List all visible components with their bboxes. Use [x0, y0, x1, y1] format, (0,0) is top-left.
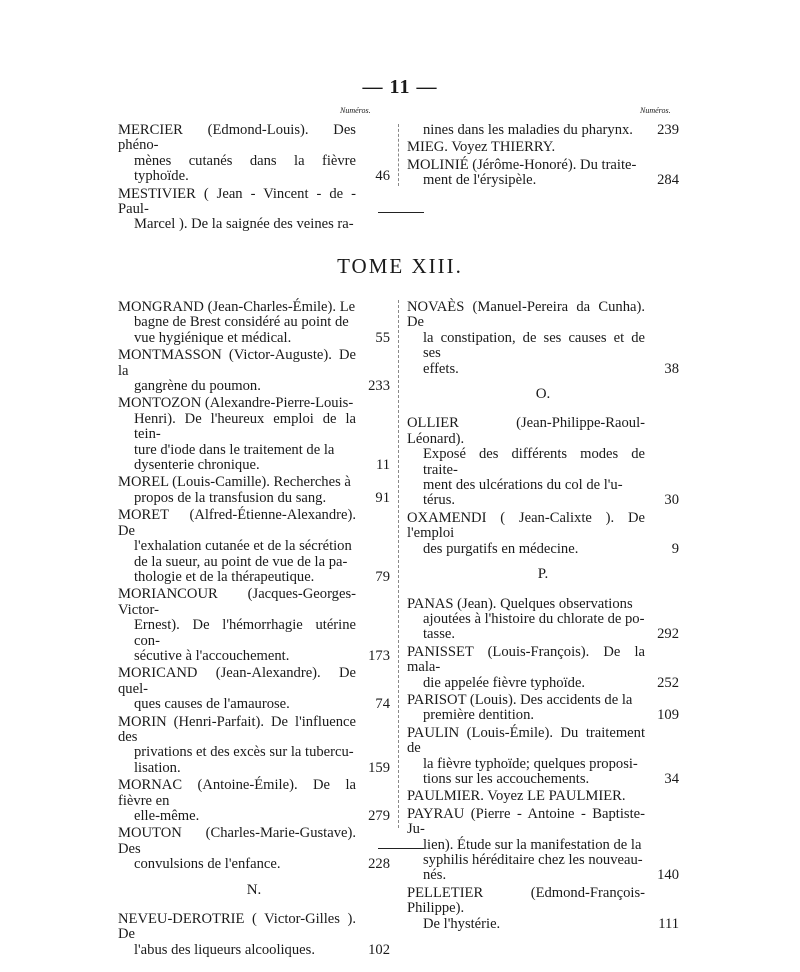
tome-title: TOME XIII. [337, 254, 463, 278]
entry-number: 55 [375, 329, 390, 346]
entry-line: thologie et de la thérapeutique. [134, 568, 315, 585]
entry-line: PELLETIER (Edmond-François-Philippe). [407, 884, 645, 917]
entry-line: sécutive à l'accouchement. [134, 647, 290, 664]
index-entry [118, 396, 390, 473]
index-entry [407, 693, 679, 724]
entry-line: PARISOT (Louis). Des accidents de la [407, 691, 633, 708]
entry-line: la fièvre typhoïde; quelques proposi- [423, 755, 638, 772]
entry-line: syphilis héréditaire chez les nouveau- [423, 852, 643, 868]
index-entry [118, 912, 390, 958]
column-header-right: Numéros. [640, 106, 671, 115]
section1-right-column [407, 123, 679, 191]
index-entry [407, 789, 679, 804]
entry-line: elle-même. [134, 808, 200, 824]
entry-line: Henri). De l'heureux emploi de la tein- [134, 410, 356, 443]
entry-number: 279 [368, 808, 390, 824]
column-divider-main [398, 300, 399, 828]
index-entry [407, 645, 679, 691]
index-entry [407, 511, 679, 557]
entry-line: lien). Étude sur la manifestation de la [423, 836, 642, 853]
entry-number: 46 [375, 168, 390, 185]
index-entry [118, 778, 390, 824]
entry-line: MONTOZON (Alexandre-Pierre-Louis- [118, 395, 354, 412]
entry-number: 252 [657, 674, 679, 691]
index-entry [407, 597, 679, 643]
section2-left-column [118, 300, 390, 960]
index-entry [407, 300, 679, 377]
entry-line: ment des ulcérations du col de l'u- [423, 477, 623, 494]
entry-line: propos de la transfusion du sang. [134, 489, 327, 506]
entry-number: 79 [375, 568, 390, 585]
entry-line: die appelée fièvre typhoïde. [423, 674, 586, 691]
index-entry [407, 807, 679, 884]
entry-line: privations et des excès sur la tubercu- [134, 744, 354, 761]
entry-line: PAULIN (Louis-Émile). Du traitement de [407, 724, 645, 757]
entry-line: MONTMASSON (Victor-Auguste). De la [118, 347, 356, 379]
index-entry [118, 715, 390, 777]
entry-line: MORET (Alfred-Étienne-Alexandre). De [118, 507, 356, 539]
index-entry [118, 123, 390, 185]
entry-line: MOREL (Louis-Camille). Recherches à [118, 474, 351, 491]
entry-number: 74 [375, 696, 390, 713]
entry-line: PANAS (Jean). Quelques observations [407, 595, 633, 612]
entry-line: Exposé des différents modes de traite- [423, 446, 645, 478]
entry-number: 30 [664, 492, 679, 509]
horizontal-rule-bottom [378, 848, 424, 849]
index-entry [407, 886, 679, 932]
entry-line: MORICAND (Jean-Alexandre). De quel- [118, 665, 356, 697]
entry-line: PAULMIER. Voyez LE PAULMIER. [407, 788, 626, 805]
entry-line: NOVAÈS (Manuel-Pereira da Cunha). De [407, 299, 645, 331]
entry-line: lisation. [134, 759, 181, 776]
entry-line: de la sueur, au point de vue de la pa- [134, 553, 348, 570]
index-entry [118, 475, 390, 506]
entry-number: 159 [368, 759, 390, 776]
entry-line: MIEG. Voyez THIERRY. [407, 139, 556, 156]
entry-number: 9 [671, 540, 679, 557]
column-header-left: Numéros. [340, 106, 371, 115]
entry-line: dysenterie chronique. [134, 457, 260, 474]
entry-line: mènes cutanés dans la fièvre typhoïde. [134, 152, 356, 185]
index-entry [118, 187, 390, 233]
entry-line: vue hygiénique et médical. [134, 329, 292, 346]
entry-line: ajoutées à l'histoire du chlorate de po- [423, 610, 645, 627]
section2-right-column [407, 300, 679, 934]
index-entry [407, 726, 679, 788]
column-divider-top [398, 124, 399, 186]
entry-number: 292 [657, 626, 679, 643]
index-entry [118, 508, 390, 585]
index-entry [407, 158, 679, 189]
entry-line: première dentition. [423, 707, 535, 724]
entry-line: ment de l'érysipèle. [423, 172, 537, 189]
entry-number: 111 [658, 915, 679, 932]
entries-m [118, 300, 390, 873]
index-entry [407, 140, 679, 155]
entry-line: l'exhalation cutanée et de la sécrétion [134, 538, 352, 555]
index-entry [118, 826, 390, 872]
entry-line: ture d'iode dans le traitement de la [134, 441, 335, 458]
letter-heading-o: O. [535, 386, 551, 403]
entry-number: 38 [664, 360, 679, 377]
entry-number: 239 [657, 122, 679, 138]
entry-number: 284 [657, 172, 679, 189]
entry-line: De l'hystérie. [423, 915, 501, 932]
entries-n [118, 912, 390, 958]
entry-line: MORNAC (Antoine-Émile). De la fièvre en [118, 777, 356, 809]
entry-line: la constipation, de ses causes et de ses [423, 329, 645, 362]
entry-number: 109 [657, 707, 679, 724]
entries-n-cont [407, 300, 679, 377]
entry-line: NEVEU-DEROTRIE ( Victor-Gilles ). De [118, 911, 356, 943]
entry-line: gangrène du poumon. [134, 378, 261, 395]
entry-line: MONGRAND (Jean-Charles-Émile). Le [118, 299, 356, 315]
entry-line: nés. [423, 867, 447, 884]
index-entry [118, 587, 390, 664]
entry-line: PAYRAU (Pierre - Antoine - Baptiste-Ju- [407, 805, 645, 838]
entry-line: bagne de Brest considéré au point de [134, 314, 349, 331]
entry-line: térus. [423, 492, 456, 509]
page-number: — 11 — [362, 76, 438, 98]
letter-heading-n: N. [246, 881, 262, 898]
entry-number: 91 [375, 489, 390, 506]
entry-line: l'abus des liqueurs alcooliques. [134, 941, 315, 958]
index-entry [118, 300, 390, 346]
entry-line: tions sur les accouchements. [423, 770, 590, 787]
letter-heading-p: P. [537, 566, 549, 583]
index-entry [118, 348, 390, 394]
entries-o [407, 416, 679, 557]
entry-line: Marcel ). De la saignée des veines ra- [134, 216, 354, 233]
entry-number: 11 [375, 457, 390, 474]
entry-line: MOUTON (Charles-Marie-Gustave). Des [118, 825, 356, 857]
entry-line: nines dans les maladies du pharynx. [423, 122, 633, 138]
entry-line: PANISSET (Louis-François). De la mala- [407, 643, 645, 676]
entry-line: MORIN (Henri-Parfait). De l'influence des [118, 713, 356, 745]
entry-number: 102 [368, 941, 390, 958]
entry-line: des purgatifs en médecine. [423, 540, 579, 557]
entry-line: OLLIER (Jean-Philippe-Raoul-Léonard). [407, 415, 645, 447]
index-entry [118, 666, 390, 712]
section1-left-column [118, 123, 390, 235]
entry-line: ques causes de l'amaurose. [134, 696, 290, 713]
horizontal-rule-top [378, 212, 424, 213]
entry-line: OXAMENDI ( Jean-Calixte ). De l'emploi [407, 509, 645, 542]
entries-p [407, 597, 679, 933]
entry-line: convulsions de l'enfance. [134, 856, 281, 873]
entry-line: MESTIVIER ( Jean - Vincent - de - Paul- [118, 185, 356, 218]
entry-number: 233 [368, 378, 390, 395]
entry-number: 34 [664, 770, 679, 787]
entry-line: Ernest). De l'hémorrhagie utérine con- [134, 617, 356, 649]
entry-line: tasse. [423, 626, 456, 643]
index-entry [407, 416, 679, 508]
entry-line: MORIANCOUR (Jacques-Georges-Victor- [118, 586, 356, 618]
entry-line: effets. [423, 360, 459, 377]
entry-number: 140 [657, 867, 679, 884]
entry-line: MERCIER (Edmond-Louis). Des phéno- [118, 122, 356, 154]
entry-line: MOLINIÉ (Jérôme-Honoré). Du traite- [407, 156, 637, 173]
entry-number: 228 [368, 856, 390, 873]
entry-number: 173 [368, 647, 390, 664]
index-entry [407, 123, 679, 138]
